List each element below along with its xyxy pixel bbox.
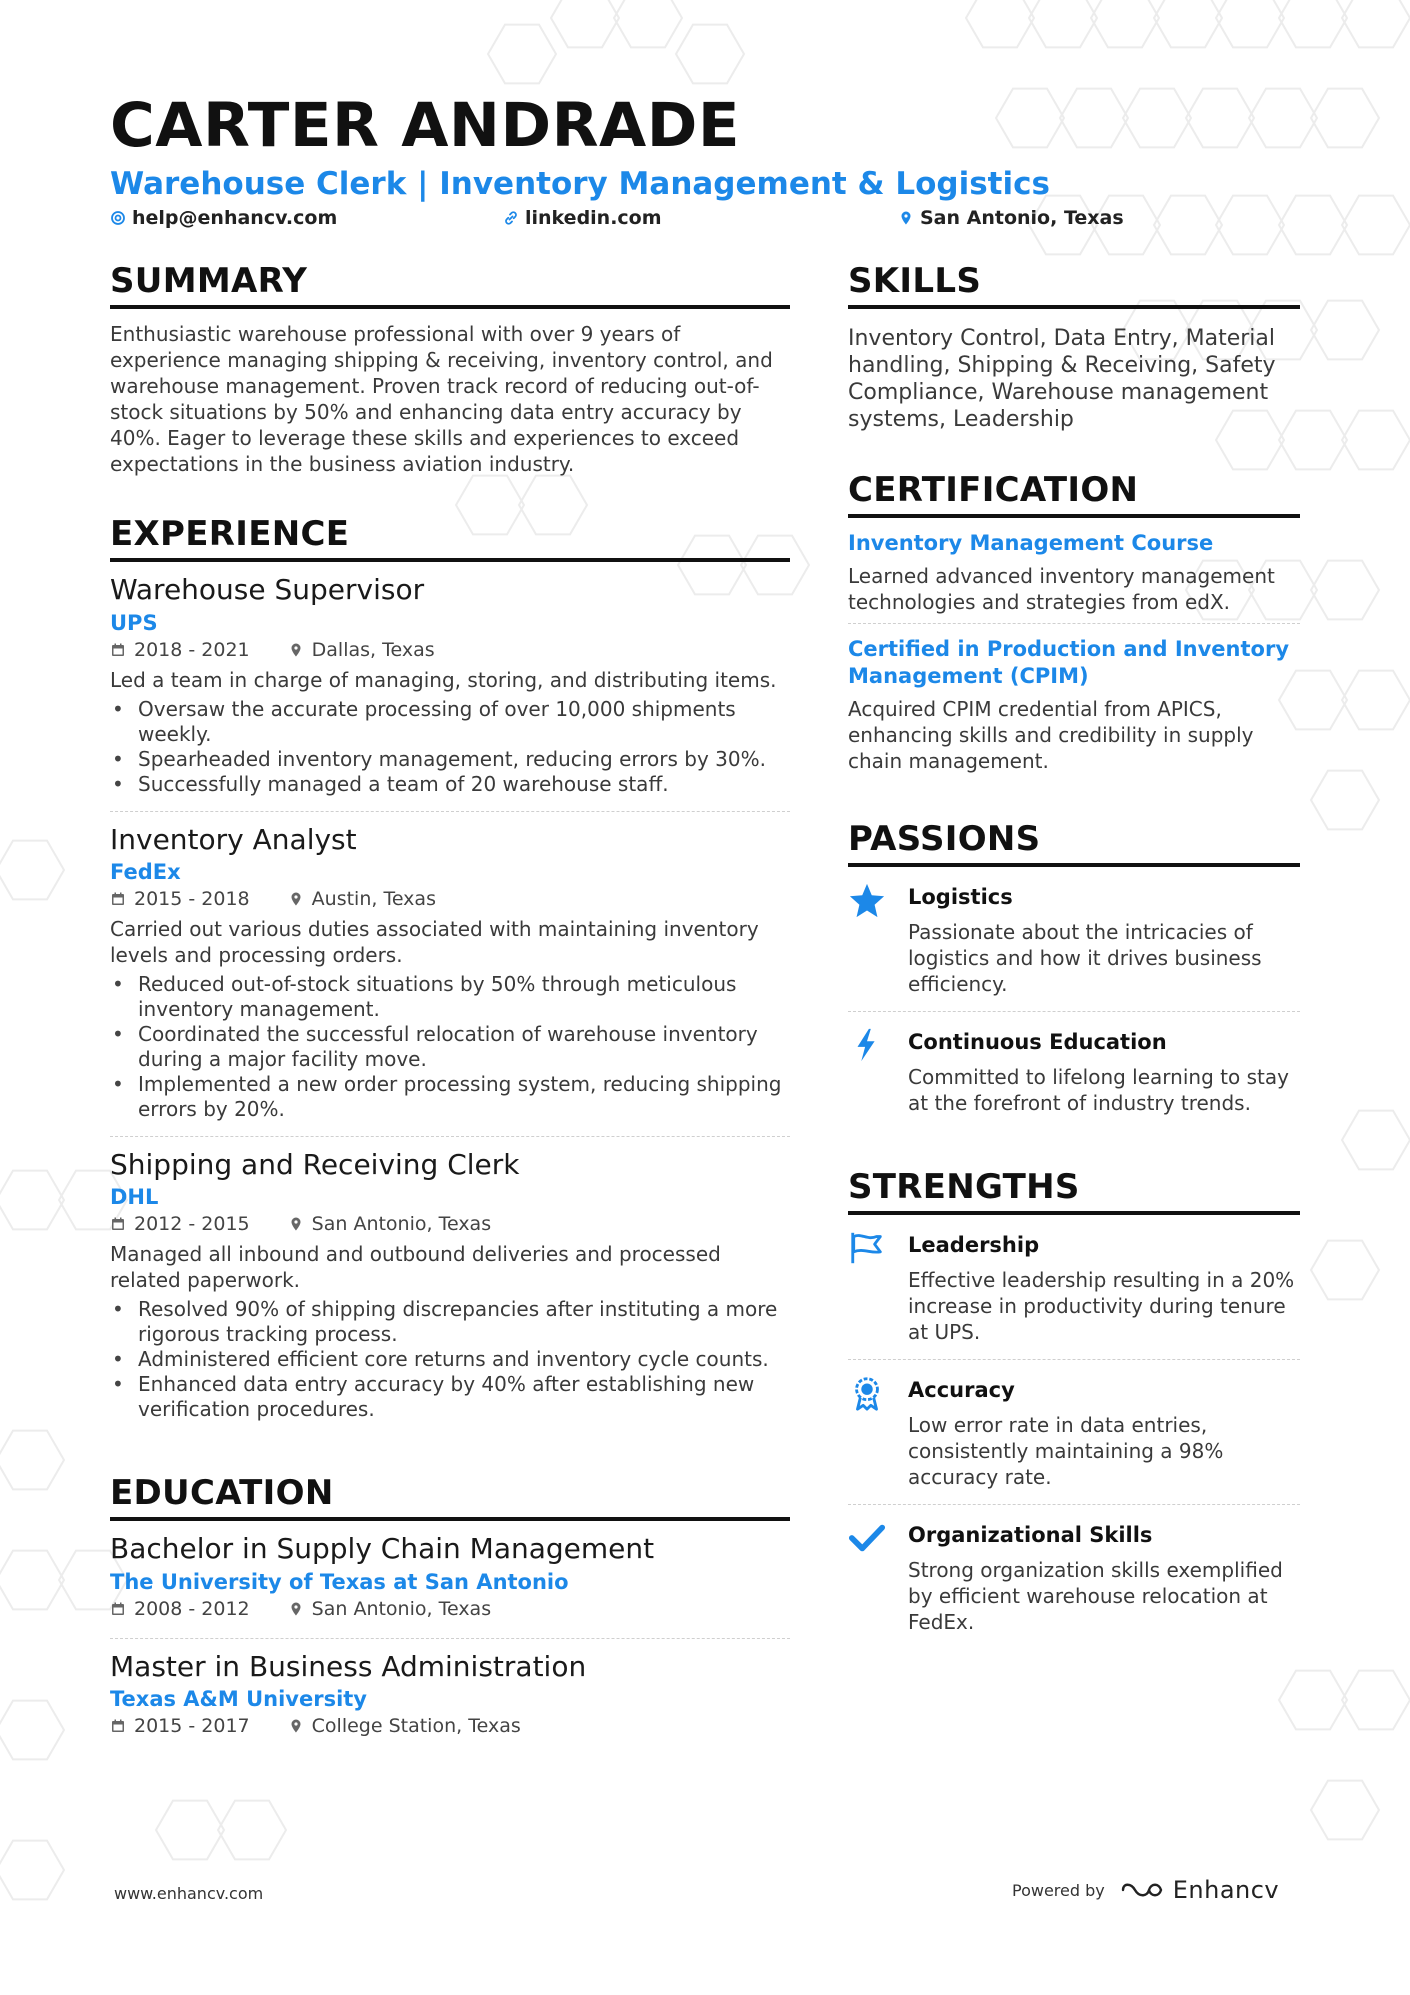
job-location: Austin, Texas: [311, 887, 436, 910]
company-name: UPS: [110, 610, 158, 635]
passions-heading: PASSIONS: [848, 820, 1300, 867]
certification-entry: [848, 624, 1300, 782]
passion-title: Continuous Education: [908, 1030, 1167, 1055]
job-bullets: [110, 1297, 790, 1422]
candidate-name: CARTER ANDRADE: [110, 90, 741, 161]
star-icon: [848, 881, 886, 919]
location-contact: [898, 207, 1124, 229]
email-contact[interactable]: [110, 207, 337, 229]
experience-heading: EXPERIENCE: [110, 515, 790, 562]
education-location: College Station, Texas: [311, 1715, 521, 1738]
degree-title: Bachelor in Supply Chain Management: [110, 1532, 655, 1566]
map-pin-icon: [898, 210, 914, 226]
school-name: The University of Texas at San Antonio: [110, 1569, 569, 1594]
experience-entry: [110, 562, 790, 811]
summary-heading: SUMMARY: [110, 262, 790, 309]
certification-text: Acquired CPIM credential from APICS, enhancing skills and credibility in supply chain management.: [848, 697, 1254, 774]
strength-entry: [848, 1215, 1300, 1360]
skills-text: Inventory Control, Data Entry, Material handling, Shipping & Receiving, Safety Compliance, Warehouse management systems, Leadership: [848, 326, 1276, 433]
strength-entry: [848, 1360, 1300, 1505]
bullet-item: • Reduced out-of-stock situations by 50% through meticulous inventory management.: [110, 972, 790, 1022]
education-meta: [110, 1715, 790, 1737]
location-text: San Antonio, Texas: [920, 207, 1124, 229]
bullet-item: • Spearheaded inventory management, reducing errors by 30%.: [110, 747, 790, 772]
map-pin-icon: [288, 1601, 304, 1617]
footer-website[interactable]: www.enhancv.com: [114, 1884, 264, 1903]
strength-title: Accuracy: [908, 1378, 1015, 1403]
education-dates: 2008 - 2012: [134, 1597, 250, 1620]
enhancv-logo-icon: [1119, 1878, 1165, 1902]
map-pin-icon: [288, 891, 304, 907]
job-meta: [110, 1213, 790, 1235]
bullet-item: • Implemented a new order processing system, reducing shipping errors by 20%.: [110, 1072, 790, 1122]
strength-title: Leadership: [908, 1233, 1040, 1258]
bullet-item: • Enhanced data entry accuracy by 40% after establishing new verification procedures.: [110, 1372, 790, 1422]
calendar-icon: [110, 1216, 126, 1232]
map-pin-icon: [288, 1216, 304, 1232]
job-title: Inventory Analyst: [110, 822, 357, 856]
calendar-icon: [110, 1718, 126, 1734]
strength-text: Effective leadership resulting in a 20% increase in productivity during tenure at UPS.: [908, 1268, 1295, 1345]
education-entry: [110, 1639, 790, 1755]
education-location: San Antonio, Texas: [311, 1597, 492, 1620]
education-dates: 2015 - 2017: [134, 1715, 250, 1738]
passion-entry: [848, 867, 1300, 1012]
strength-entry: [848, 1505, 1300, 1649]
calendar-icon: [110, 891, 126, 907]
job-bullets: [110, 697, 790, 797]
bullet-item: • Resolved 90% of shipping discrepancies after instituting a more rigorous tracking process.: [110, 1297, 790, 1347]
job-dates: 2015 - 2018: [134, 887, 250, 910]
passion-entry: [848, 1012, 1300, 1130]
passions-section: [848, 820, 1300, 1130]
job-description: Carried out various duties associated with maintaining inventory levels and processing orders.: [110, 916, 759, 967]
experience-entry: [110, 1137, 790, 1436]
bolt-icon: [848, 1026, 886, 1064]
job-location: San Antonio, Texas: [311, 1213, 492, 1236]
check-icon: [848, 1519, 886, 1557]
calendar-icon: [110, 1601, 126, 1617]
passion-text: Passionate about the intricacies of logistics and how it drives business efficiency.: [908, 920, 1262, 997]
left-column: [110, 262, 790, 1755]
skills-heading: SKILLS: [848, 262, 1300, 309]
job-bullets: [110, 972, 790, 1122]
linkedin-contact[interactable]: [503, 207, 662, 229]
job-meta: [110, 639, 790, 661]
bullet-item: • Oversaw the accurate processing of over 10,000 shipments weekly.: [110, 697, 790, 747]
job-meta: [110, 888, 790, 910]
candidate-title: Warehouse Clerk | Inventory Management & Logistics: [110, 166, 1050, 202]
summary-text: Enthusiastic warehouse professional with over 9 years of experience managing shipping & receiving, inventory control, and warehouse management. Proven track record of reducing out-of-stock situations by 50% and enhancing data entry accuracy by 40%. Eager to leverage these skills and experiences to exceed expectations in the business aviation industry.: [110, 322, 773, 477]
strength-title: Organizational Skills: [908, 1523, 1153, 1548]
education-section: [110, 1474, 790, 1755]
degree-title: Master in Business Administration: [110, 1649, 587, 1683]
bullet-item: • Administered efficient core returns and inventory cycle counts.: [110, 1347, 790, 1372]
award-icon: [848, 1374, 886, 1412]
education-entry: [110, 1521, 790, 1638]
at-icon: [110, 210, 126, 226]
link-icon: [503, 210, 519, 226]
calendar-icon: [110, 642, 126, 658]
certification-heading: CERTIFICATION: [848, 471, 1300, 518]
experience-section: [110, 515, 790, 1436]
job-dates: 2012 - 2015: [134, 1213, 250, 1236]
linkedin-text: linkedin.com: [525, 207, 662, 229]
map-pin-icon: [288, 1718, 304, 1734]
skills-section: [848, 262, 1300, 433]
certification-text: Learned advanced inventory management technologies and strategies from edX.: [848, 564, 1275, 615]
job-description: Managed all inbound and outbound deliveries and processed related paperwork.: [110, 1242, 721, 1293]
strength-text: Low error rate in data entries, consistently maintaining a 98% accuracy rate.: [908, 1413, 1224, 1490]
company-name: DHL: [110, 1185, 159, 1210]
education-heading: EDUCATION: [110, 1474, 790, 1521]
job-dates: 2018 - 2021: [134, 638, 250, 661]
powered-by-label: Powered by: [1012, 1880, 1105, 1900]
strength-text: Strong organization skills exemplified by efficient warehouse relocation at FedEx.: [908, 1558, 1283, 1635]
flag-icon: [848, 1229, 886, 1267]
summary-section: [110, 262, 790, 477]
certification-section: [848, 471, 1300, 782]
certification-entry: [848, 518, 1300, 624]
certification-title: Certified in Production and Inventory Management (CPIM): [848, 637, 1290, 689]
passion-title: Logistics: [908, 885, 1013, 910]
experience-entry: [110, 812, 790, 1137]
company-name: FedEx: [110, 859, 181, 884]
footer-branding: [1012, 1876, 1279, 1904]
certification-title: Inventory Management Course: [848, 531, 1214, 556]
school-name: Texas A&M University: [110, 1687, 367, 1712]
strengths-section: [848, 1168, 1300, 1649]
passion-text: Committed to lifelong learning to stay at the forefront of industry trends.: [908, 1065, 1289, 1116]
brand-logo[interactable]: [1119, 1876, 1279, 1904]
brand-name: Enhancv: [1172, 1876, 1280, 1904]
bullet-item: • Successfully managed a team of 20 warehouse staff.: [110, 772, 790, 797]
bullet-item: • Coordinated the successful relocation of warehouse inventory during a major facility move.: [110, 1022, 790, 1072]
email-text: help@enhancv.com: [132, 207, 338, 229]
job-location: Dallas, Texas: [311, 638, 435, 661]
job-description: Led a team in charge of managing, storing, and distributing items.: [110, 667, 777, 692]
job-title: Shipping and Receiving Clerk: [110, 1147, 520, 1181]
map-pin-icon: [288, 642, 304, 658]
job-title: Warehouse Supervisor: [110, 573, 425, 607]
right-column: [848, 262, 1300, 1649]
strengths-heading: STRENGTHS: [848, 1168, 1300, 1215]
education-meta: [110, 1598, 790, 1620]
